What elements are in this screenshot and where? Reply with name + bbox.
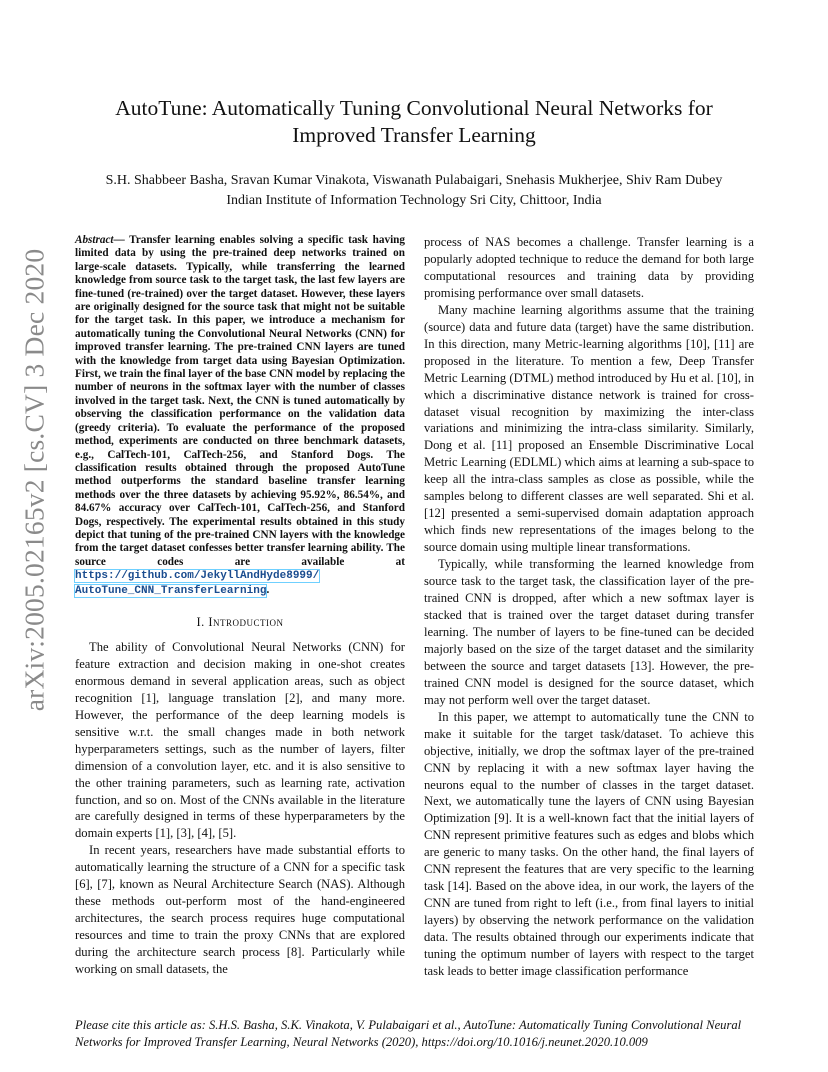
paragraph: process of NAS becomes a challenge. Transfer learning is a popularly adopted technique to reduce the demand for both large computational resources and training data by providing promising performance over small datasets. (424, 235, 754, 300)
paragraph: The ability of Convolutional Neural Networks (CNN) for feature extraction and decision making in one-shot creates enormous demand in several application areas, such as object recognition [1], language translation [2], and many more. However, the performance of the deep learning models is sensitive w.r.t. the small changes made in both network hyperparameters settings, such as the number of layers, filter dimension of a convolution layer, etc. and it is also sensitive to the other training parameters, such as learning rate, activation function, and so on. Most of the CNNs available in the literature are carefully designed in terms of these hyperparameters by the domain experts [1], [3], [4], [5]. (75, 639, 405, 841)
title-line-1: AutoTune: Automatically Tuning Convolutional Neural Networks for (115, 96, 713, 120)
section-heading-introduction: I. Introduction (196, 614, 284, 629)
arxiv-identifier: arXiv:2005.02165v2 [cs.CV] 3 Dec 2020 (18, 248, 50, 712)
author-block (40, 171, 788, 211)
title-line-2: Improved Transfer Learning (292, 123, 536, 147)
paragraph: In this paper, we attempt to automatically tune the CNN to make it suitable for the target task/dataset. To achieve this objective, initially, we drop the softmax layer of the pre-trained CNN by replacing it with a new softmax layer having the neurons equal to the number of classes in the target dataset. Next, we automatically tune the layers of CNN using Bayesian Optimization [9]. It is a well-known fact that the initial layers of CNN represent primitive features such as edges and blobs which are generic to many tasks. On the other hand, the final layers of CNN represent the features that are very specific to the learning task [14]. Based on the above idea, in our work, the layers of the CNN are tuned from right to left (i.e., from final layers to initial layers) by observing the network performance on the validation data. The results obtained through our experiments indicate that tuning the optimum number of layers with respect to the target task leads to better image classification performance (424, 709, 754, 978)
abstract-label: Abstract (75, 234, 114, 246)
abstract (75, 234, 405, 598)
left-column (75, 234, 405, 978)
abstract-text: — Transfer learning enables solving a specific task having limited data by using the pre-trained deep networks trained on large-scale datasets. Typically, while transferring the learned knowledge from source task to the target task, the last few layers are fine-tuned (re-trained) over the target dataset. However, these layers are originally designed for the source task that might not be suitable for the target task. In this paper, we introduce a mechanism for automatically tuning the Convolutional Neural Networks (CNN) for improved transfer learning. The pre-trained CNN layers are tuned with the knowledge from target data using Bayesian Optimization. First, we train the final layer of the base CNN model by replacing the number of neurons in the softmax layer with the number of classes involved in the target task. Next, the CNN is tuned automatically by observing the classification performance on the validation data (greedy criteria). To evaluate the performance of the proposed method, experiments are conducted on three benchmark datasets, e.g., CalTech-101, CalTech-256, and Stanford Dogs. The classification results obtained through the proposed AutoTune method outperforms the standard baseline transfer learning methods over the three datasets by achieving 95.92%, 86.54%, and 84.67% accuracy over CalTech-101, CalTech-256, and Stanford Dogs, respectively. The experimental results obtained in this study depict that tuning of the pre-trained CNN layers with the knowledge from the target dataset confesses better transfer learning ability. The source codes are available at (75, 234, 405, 568)
right-column (424, 234, 754, 980)
paper-title (60, 95, 768, 149)
author-list: S.H. Shabbeer Basha, Sravan Kumar Vinakota, Viswanath Pulabaigari, Snehasis Mukherjee, Shiv Ram Dubey (105, 173, 723, 188)
citation-footer: Please cite this article as: S.H.S. Basha, S.K. Vinakota, V. Pulabaigari et al., AutoTune: Automatically Tuning Convolutional Neural Networks for Improved Transfer Learning, Neural Networks (2020), https://doi.org/10.1016/j.neunet.2020.10.009 (75, 1018, 742, 1049)
paragraph: Many machine learning algorithms assume that the training (source) data and future data (target) have the same distribution. In this direction, many Metric-learning algorithms [10], [11] are proposed in the literature. To mention a few, Deep Transfer Metric Learning (DTML) method introduced by Hu et al. [10], in which a discriminative distance network is trained for cross-dataset visual recognition by maximizing the inter-class variations and minimizing the intra-class similarity. Similarly, Dong et al. [11] proposed an Ensemble Discriminative Local Metric Learning (EDLML) which aims at learning a sub-space to keep all the intra-class samples as close as possible, while the samples belong to different classes are well separated. Shi et al. [12] presented a semi-supervised domain adaptation approach which finds new representations of the images belong to the source domain using multiple linear transformations. (424, 302, 754, 555)
paragraph: In recent years, researchers have made substantial efforts to automatically learning the structure of a CNN for a specific task [6], [7], known as Neural Architecture Search (NAS). Although these methods out-perform most of the hand-engineered architectures, the search process requires huge computational resources and time to train the proxy CNNs that are explored during the architecture search process [8]. Particularly while working on small datasets, the (75, 843, 405, 977)
affiliation: Indian Institute of Information Technology Sri City, Chittoor, India (226, 193, 602, 208)
paragraph: Typically, while transforming the learned knowledge from source task to the target task, the classification layer of the pre-trained CNN is dropped, after which a new softmax layer is stacked that is trained over the target dataset during transfer learning. The number of layers to be fine-tuned can be decided majorly based on the size of the target dataset and the similarity between the source and target datasets [13]. However, the pre-trained CNN model is designed for the source dataset, which may not perform well over the target dataset. (424, 557, 754, 707)
arxiv-watermark (8, 248, 60, 712)
abstract-end: . (266, 583, 270, 596)
source-code-link[interactable]: https://github.com/JekyllAndHyde8999/ AutoTune_CNN_TransferLearning (75, 570, 320, 597)
